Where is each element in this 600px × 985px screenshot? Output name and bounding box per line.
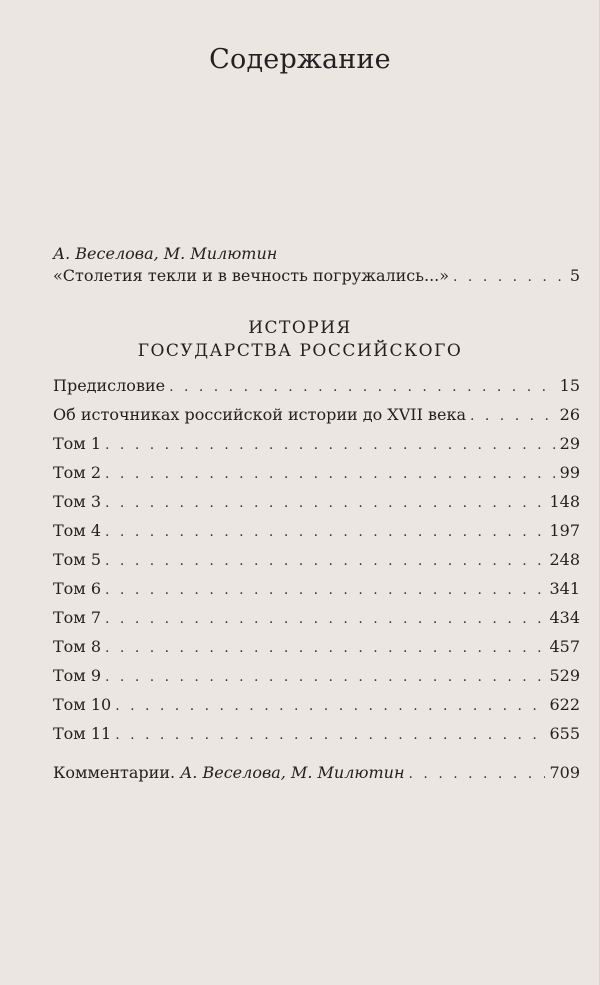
toc-page-number: 15 [559, 376, 580, 395]
toc-entry[interactable] [53, 405, 580, 426]
comments-label: Комментарии. [53, 763, 176, 782]
toc-page-number: 655 [549, 724, 580, 743]
dot-leader [105, 464, 556, 484]
dot-leader [409, 764, 546, 784]
toc-entry-title: Том 1 [53, 434, 102, 453]
dot-leader [105, 435, 556, 455]
toc-page-number: 709 [549, 763, 580, 782]
dot-leader [115, 696, 545, 716]
toc-entry[interactable] [53, 376, 580, 397]
toc-page-number: 341 [549, 579, 580, 598]
toc-entry[interactable] [53, 579, 580, 600]
dot-leader [105, 580, 545, 600]
dot-leader [105, 522, 545, 542]
toc-entry[interactable] [53, 724, 580, 745]
toc-entry[interactable] [53, 463, 580, 484]
toc-page-number: 248 [549, 550, 580, 569]
dot-leader [105, 493, 545, 513]
intro-authors: А. Веселова, М. Милютин [53, 244, 278, 263]
dot-leader [169, 377, 556, 397]
toc-entry[interactable] [53, 492, 580, 513]
toc-page-number: 434 [549, 608, 580, 627]
toc-page-number: 5 [569, 266, 580, 285]
toc-entry[interactable] [53, 434, 580, 455]
toc-entry[interactable] [53, 608, 580, 629]
dot-leader [105, 638, 545, 658]
dot-leader [105, 551, 545, 571]
toc-entry-title [53, 763, 405, 783]
dot-leader [105, 667, 545, 687]
toc-entry-title: Том 2 [53, 463, 102, 482]
toc-entry-title: Том 6 [53, 579, 102, 598]
toc-entry[interactable] [53, 521, 580, 542]
toc-entry-title: Том 9 [53, 666, 102, 685]
toc-entry-intro[interactable] [53, 266, 580, 287]
toc-page-number: 622 [549, 695, 580, 714]
dot-leader [470, 406, 556, 426]
toc-entry-title: Предисловие [53, 376, 166, 395]
toc-page-number: 148 [549, 492, 580, 511]
toc-page-number: 29 [559, 434, 580, 453]
toc-entry-title: Том 3 [53, 492, 102, 511]
toc-entry[interactable] [53, 695, 580, 716]
toc-page-number: 99 [559, 463, 580, 482]
toc-entry-title: Том 10 [53, 695, 112, 714]
page-title: Содержание [209, 44, 391, 75]
toc-entry[interactable] [53, 666, 580, 687]
section-title-line-2: ГОСУДАРСТВА РОССИЙСКОГО [137, 341, 463, 361]
toc-entry[interactable] [53, 637, 580, 658]
section-title-line-1: ИСТОРИЯ [248, 318, 352, 338]
toc-entry-title: Том 11 [53, 724, 112, 743]
dot-leader [453, 267, 566, 287]
toc-entry[interactable] [53, 550, 580, 571]
toc-entry-title: «Столетия текли и в вечность погружались...» [53, 266, 450, 285]
comments-authors: А. Веселова, М. Милютин [180, 763, 405, 782]
toc-page-number: 197 [549, 521, 580, 540]
toc-entry-title: Том 7 [53, 608, 102, 627]
dot-leader [105, 609, 545, 629]
toc-page-number: 457 [549, 637, 580, 656]
toc-entry-comments[interactable] [53, 763, 580, 784]
toc-page-number: 529 [549, 666, 580, 685]
dot-leader [115, 725, 545, 745]
toc-entry-title: Том 4 [53, 521, 102, 540]
toc-page-number: 26 [559, 405, 580, 424]
toc-entry-title: Том 5 [53, 550, 102, 569]
toc-entry-title: Том 8 [53, 637, 102, 656]
toc-entry-title: Об источниках российской истории до XVII века [53, 405, 466, 424]
